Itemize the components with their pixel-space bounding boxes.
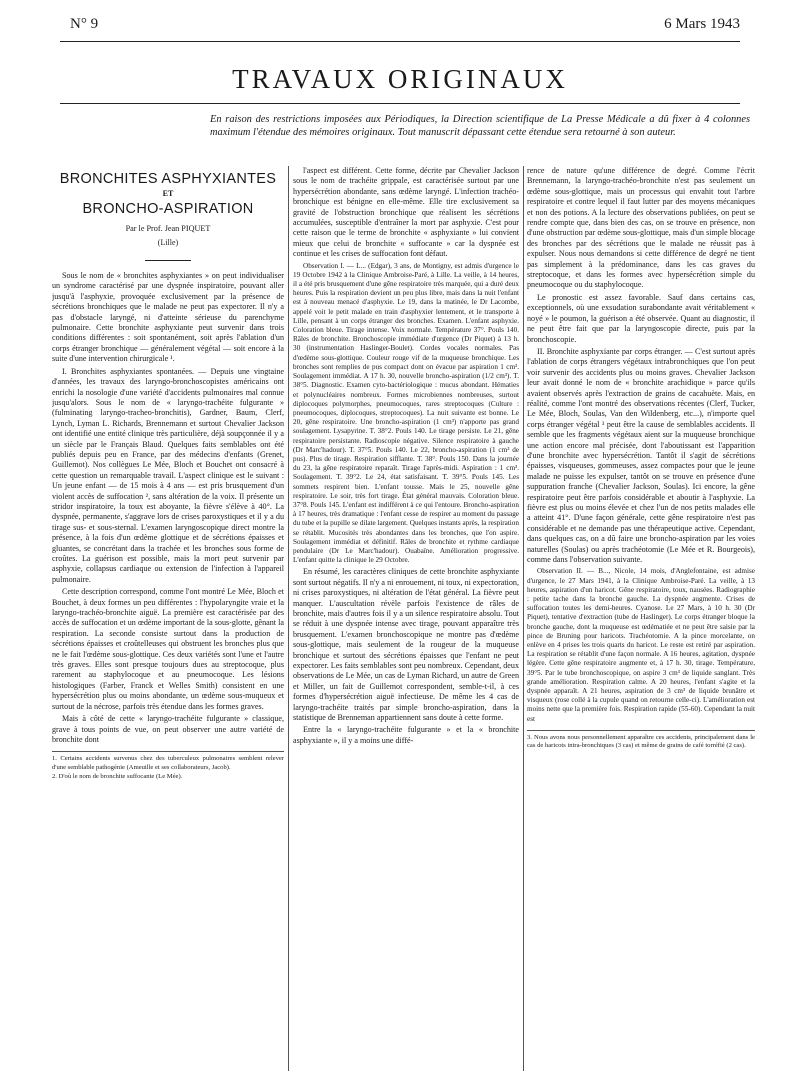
paragraph: l'aspect est différent. Cette forme, décrite par Chevalier Jackson sous le nom de trachéite grippale, est caractérisée surtout par une hypersécrétion abondante, sans œdème laryngé. L'infection trachéo-bronchique est bénigne en elle-même. Elle tire exclusivement sa gravité de l'obstruction bronchique que réalisent les sécrétions accumulées, susceptible d'entraîner la mort par asphyxie. C'est pour cette raison que le terme de bronchite « asphyxiante » lui convient mieux que celui de bronchite « suffocante » car la dyspnée est continue et les crises de suffocation font défaut. (293, 166, 519, 259)
header-rule (60, 41, 740, 42)
section-rule (60, 103, 740, 104)
paragraph: II. Bronchite asphyxiante par corps étranger. — C'est surtout après l'ablation de corps étrangers végétaux intrabronchiques que l'on peut voir survenir des accidents plus ou moins graves. Chevalier Jackson leur avait donné le nom de « bronchite arachidique » parce qu'ils avaient observés après l'extraction de grains de cacahuète. Mais, en réalité, comme l'ont montré des observations récentes (Clerf, Tucker, Le Mée, Bloch, Soulas, Van den Wildenberg, etc...), n'importe quel corps étranger végétal ³ peut être la cause de semblables accidents. Il semble que les fragments végétaux aient sur la muqueuse bronchique une action encore mal précisée, dont l'aboutissant est l'apparition d'une bronchite avec hypersécrétion. Tantôt il s'agit de sécrétions épaisses, visqueuses, gommeuses, assez compactes pour que le jeune malade ne puisse les expulser, tantôt on se trouve en présence d'une suppuration franche (Chevalier Jackson, Soulas). Ici encore, la gêne respiratoire peut être parfois considérable et aboutir à l'asphyxie. La fièvre est plus ou moins élevée et chez l'un de nos petits malades elle a atteint 41°. D'une façon générale, cette gêne respiratoire n'est pas considérable et ne demande pas une thérapeutique active. Cependant, dans quelques cas, on a dû faire une broncho-aspiration par les voies naturelles (Soulas) ou après trachéotomie (Le Mée et R. Bourgeois), comme dans l'observation suivante. (527, 346, 755, 565)
issue-date: 6 Mars 1943 (664, 16, 740, 32)
section-title: TRAVAUX ORIGINAUX (232, 64, 568, 94)
editorial-notice: En raison des restrictions imposées aux Périodiques, la Direction scientifique de La Presse Médicale a dû fixer à 4 colonnes maximum l'étendue des mémoires originaux. Tout manuscrit dépassant cette étendue sera retourné à son auteur. (210, 114, 750, 139)
paragraph: Sous le nom de « bronchites asphyxiantes » on peut individualiser un syndrome caractérisé par une dyspnée inspiratoire, pouvant aller jusqu'à l'asphyxie, provoquée exclusivement par la présence de sécrétions bronchiques que le malade ne peut pas expectorer. Il n'y a pas d'obstacle laryngé, ni d'atteinte sérieuse du parenchyme pulmonaire. Cette bronchite asphyxiante peut survenir dans trois conditions différentes : soit spontanément, soit après l'ablation d'un corps étranger bronchique — généralement végétal — soit encore à la suite d'une intervention chirurgicale ¹. (52, 271, 284, 364)
paragraph: Cette description correspond, comme l'ont montré Le Mée, Bloch et Bouchet, à deux formes un peu différentes : l'hypolaryngite vraie et la laryngo-trachéo-bronchite aiguë. La première est caractérisée par des accès de suffocation et un œdème important de la sous-glotte, gênant la respiration. La seconde consiste surtout dans la production de sécrétions épaisses et croûtelleuses qui obstruent les bronches plus que ne le fait l'œdème sous-glottique. Ces deux variétés sont l'une et l'autre très graves. Elles sont presque toujours dues au streptocoque, plus rarement au staphylocoque et au pneumocoque. Les lésions histologiques (Farber, Franck et Welles Smith) consistent en une hypersécrétion plus ou moins abondante, un œdème sous-muqueux et surtout de la nécrose, parfois très étendue dans les formes graves. (52, 587, 284, 711)
footnotes (527, 730, 755, 750)
paragraph: En résumé, les caractères cliniques de cette bronchite asphyxiante sont surtout négatifs. Il n'y a ni enrouement, ni toux, ni expectoration, ni crises paroxystiques, ni altération de l'état général. La fièvre peut manquer. L'auscultation révèle parfois l'existence de râles de bronchite, mais d'autres fois il y a un silence respiratoire absolu. Tout se réduit à une dyspnée intense avec tirage, pouvant apparaître très brusquement. L'examen bronchoscopique ne montre pas d'œdème sous-glottique, mais seulement de la rougeur de la muqueuse bronchique et surtout des sécrétions épaisses que l'enfant ne peut expectorer. Les faits semblables sont peu nombreux. Cependant, deux observations de Le Mée, un cas de Lyman Richard, un autre de Green et Miller, un fait de Guillemot correspondent, semble-t-il, à ces formes d'hypersécrétion aiguë infectieuse. De même les 4 cas de laryngo-trachéite traités par simple broncho-aspiration, dans la statistique de Brenneman appartiennent sans doute à cette forme. (293, 567, 519, 723)
column-2 (293, 166, 519, 1071)
title-separator (145, 260, 191, 261)
column-divider (523, 166, 524, 1071)
column-divider (288, 166, 289, 1071)
article-title-line2: BRONCHO-ASPIRATION (82, 200, 254, 217)
paragraph: rence de nature qu'une différence de degré. Comme l'écrit Brennemann, la laryngo-trachéo-bronchite n'est pas seulement un œdème sous-glottique, mais un processus qui envahit tout l'arbre respiratoire et contre lequel il faut lutter par des moyens mécaniques et non des potions. A la lecture des observations publiées, on peut se rendre compte que, dans bien des cas, on se trouve en présence, non d'une obstruction par œdème sous-glottique, mais d'un simple blocage des bronches par des sécrétions que le malade ne réussit pas à expulser. Nous nous demandons si cette différence de degré ne tient pas simplement à la prédominance, dans les cas graves du streptocoque, et dans les formes avec hypersécrétion simple du pneumocoque ou du staphylocoque. (527, 166, 755, 290)
paragraph: Le pronostic est assez favorable. Sauf dans certains cas, exceptionnels, où une exsudation surabondante avait véritablement « noyé » le poumon, la guérison a été observée. Quant au diagnostic, il ne peut être fait que par la laryngoscopie directe, puis par la bronchoscopie. (527, 292, 755, 344)
clinical-observation: Observation I. — L... (Edgar), 3 ans, de Montigny, est admis d'urgence le 19 Octobre 1942 à la Clinique Ambroise-Paré, à Lille. La veille, à 14 heures, il a été pris brusquement d'une gêne respiratoire très marquée, qui a duré deux heures. Puis la respiration devient un peu plus libre, mais dans la nuit l'enfant est à nouveau menacé d'asphyxie. Le 19, dans la matinée, le Dr Lacombe, appelé voit le petit malade en train d'asphyxier lentement, et le transporte à Lille, pensant à un corps étranger des bronches. Examen. L'enfant asphyxie. Coloration bleue. Tirage intense. Voix normale. Température 37°. Pouls 140. Râles de bronchite. Bronchoscopie immédiate d'urgence (Dr Piquet) à 13 h. 30 (instrumentation Haslinger-Boulet). Cordes vocales normales. Pas d'œdème sous-glottique. Couleur rouge vif de la muqueuse bronchique. Les bronches sont remplies de pus compact dont on évacue par aspiration 1 cm³. Soulagement immédiat. A 17 h. 30, nouvelle broncho-aspiration (1/2 cm³). T. 38°5. Diagnostic. Examen cyto-bactériologique : mucus abondant. Hématies et polynucléaires nombreux. Formes microbiennes nombreuses, surtout diplocoques polymorphes, pneumocoques, rares streptocoques (Culture : pneumocoques, diplocoques, streptocoques). La nuit suivante est bonne. Le 20, gêne respiratoire. Une broncho-aspiration (1 cm³) n'apporte pas grand soulagement. Lysapyrine. T. 38°2. Pouls 140. Le tirage persiste. Le 21, gêne respiratoire persistante. Radioscopie négative. Silence respiratoire à gauche (Dr Marc'hadour). T. 37°5. Pouls 140. Le 22, broncho-aspiration (1 cm³ de pus). Plus de tirage. Respiration sifflante. T. 38°. Pouls 150. Dans la journée du 23, la gêne respiratoire reparaît. Tirage l'après-midi. Aspiration : 1 cm³. Soulagement. T. 39°2. Le 24, état satisfaisant. T. 39°5. Pouls 145. Les sommets respirent bien. L'enfant tousse. Mais le 25, nouvelle gêne respiratoire. Le soir, très fort tirage. État général mauvais. Coloration bleue. 37°8. Pouls 145. L'enfant est indifférent à ce qui l'entoure. Broncho-aspiration à 17 heures, très dramatique : l'enfant cesse de respirer au moment du passage du tube et la pupille se dilate largement. Quelques instants après, la respiration se rétablit. Mucosités très abondantes dans les bronches, que l'on aspire. Soulagement immédiat et définitif. Râles de bronchite et rythme cardiaque pendulaire (Dr Le Marc'hadour). Ouabaïne. Amélioration progressive. L'enfant quitte la clinique le 29 Octobre. (293, 261, 519, 565)
article-title-conjunction: ET (162, 189, 174, 199)
clinical-observation: Observation II. — B..., Nicole, 14 mois, d'Anglefontaine, est admise d'urgence, le 27 Mars 1941, à la Clinique Ambroise-Paré. La veille, à 13 heures, aspiration d'un haricot. Gêne respiratoire, toux, nausées. Radiographie : petite tache dans la bronche gauche. La dyspnée augmente. Crises de suffocation toutes les demi-heures. Cyanose. Le 27 Mars, à 10 h. 30 (Dr Piquet), tentative d'extraction (tube de Haslinger). Le corps étranger bloque la bronche gauche, dont la muqueuse est œdématiée et ne peut être saisie par la pince de Bruning pour haricots. Trachéotomie. A la pince morcelante, on enlève en 4 prises les trois quarts du haricot. Le reste est retiré par aspiration. La respiration se rétablit d'une façon normale. A 16 heures, agitation, dyspnée légère. Cette gêne respiratoire augmente et, à 17 h. 30, tirage. Température, 39°5. Par le tube bronchoscopique, on aspire 3 cm³ de liquide sanglant. Très grande amélioration. Respiration calme. A 20 heures, l'enfant s'agite et la dyspnée apparaît. A 21 heures, aspiration de 3 cm³ de liquide brunâtre et visqueux (rose collé à la cupule quand on retourne celle-ci). L'amélioration est moins nette que la première fois. Respiration rapide (55-60). Cependant la nuit est (527, 567, 755, 723)
article-title-line1: BRONCHITES ASPHYXIANTES (59, 171, 277, 187)
column-3 (527, 166, 755, 1071)
footnote: 3. Nous avons nous personnellement apparaître ces accidents, principalement dans le cas de haricots intra-bronchiques (3 cas) et même de grains de café torréfié (2 cas). (527, 733, 755, 750)
column-1 (52, 166, 284, 1071)
footnotes (52, 751, 284, 781)
paragraph: I. Bronchites asphyxiantes spontanées. — Depuis une vingtaine d'années, les travaux des laryngo-bronchoscopistes américains ont enrichi la nosologie d'une variété d'accidents pulmonaires mal connue jusqu'alors. Sous le nom de « laryngo-trachéite fulgurante » (fulminating laryngo-tracheo-bronchitis), Gardner, Baum, Clerf, Lynch, Lyman L. Richards, Brennemann et surtout Chevalier Jackson ont identifié une entité clinique très particulière, déjà soupçonnée il y a un siècle par le Français Blaud. Quelques faits semblables ont été publiés depuis peu en France, par des médecins d'enfants (Grenet, Guillemot). Nos collègues Le Mée, Bloch et Bouchet ont consacré à cette question un remarquable travail. L'aspect clinique est le suivant : Un jeune enfant — de 15 mois à 4 ans — est pris brusquement d'un violent accès de suffocation ², sans altération de la voix. Il présente un stridor inspiratoire, la toux est aboyante, la fièvre s'élève à 40°. La dyspnée, permanente, s'aggrave lors de crises paroxystiques et il y a du tirage sus- et sous-sternal. L'examen laryngoscopique direct montre la présence, à la fois d'un œdème glottique et de sécrétions épaisses et gluantes, se concrétant dans la trachée et les bronches sous forme de croûtes. La guérison est possible, mais la mort peut survenir par asphyxie, collapsus cardiaque ou extension de l'infection à l'appareil pulmonaire. (52, 366, 284, 584)
article-affiliation: (Lille) (157, 237, 179, 247)
paragraph: Mais à côté de cette « laryngo-trachéite fulgurante » classique, grave à tous points de vue, on peut observer une autre variété de bronchite dont (52, 714, 284, 744)
article-author: Par le Prof. Jean PIQUET (125, 224, 211, 234)
footnote: 2. D'où le nom de bronchite suffocante (Le Mée). (52, 772, 183, 780)
footnote: 1. Certains accidents survenus chez des tuberculeux pulmonaires semblent relever d'une semblable pathogénie (Ameuille et ses collaborateurs, Jacob). (52, 755, 284, 771)
issue-number: N° 9 (70, 16, 99, 32)
paragraph: Entre la « laryngo-trachéite fulgurante » et la « bronchite asphyxiante », il y a moins une diffé- (293, 725, 519, 745)
